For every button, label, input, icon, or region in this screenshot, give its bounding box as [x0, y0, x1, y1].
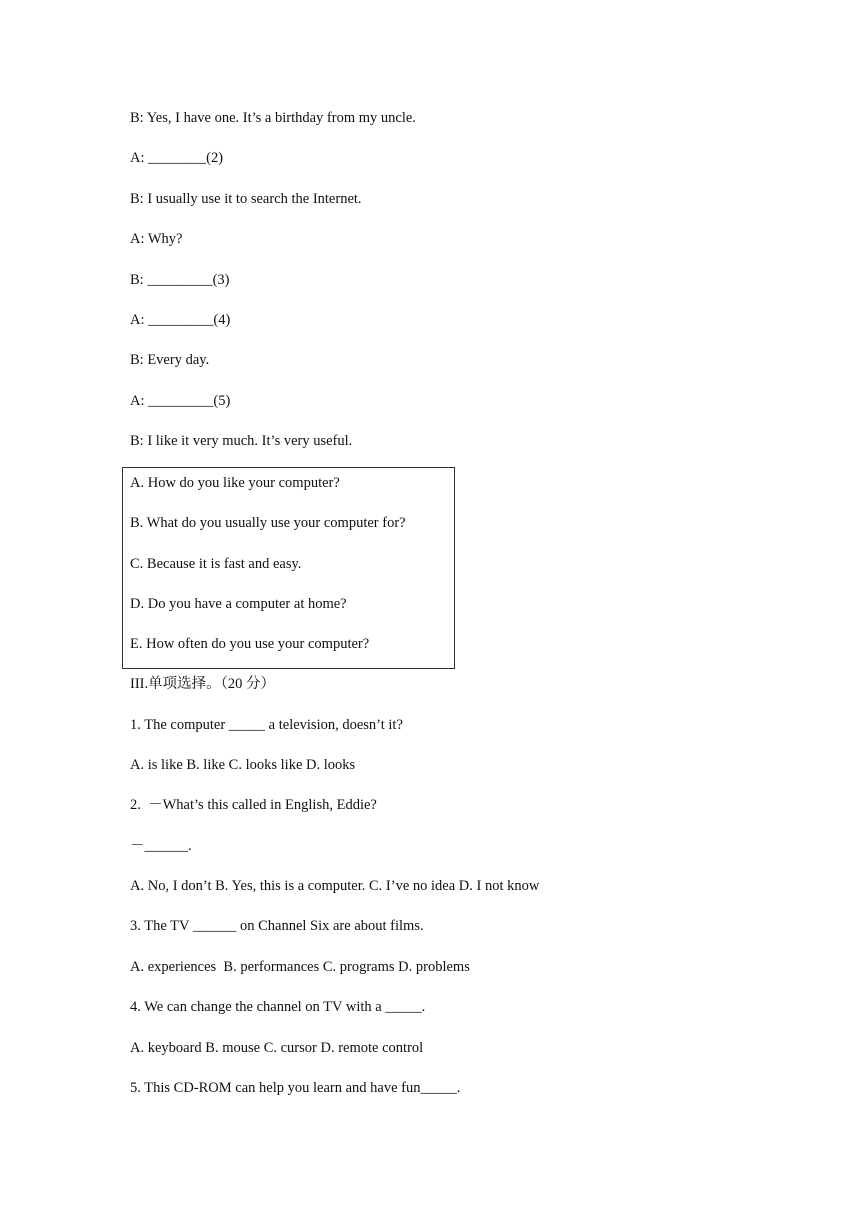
dialogue-line-2: A: ________(2) — [130, 150, 224, 166]
dialogue-line-7: B: Every day. — [130, 352, 210, 368]
dialogue-line-4: A: Why? — [130, 231, 183, 247]
question-2-response: －______. — [130, 838, 192, 854]
dialogue-line-6: A: _________(4) — [130, 312, 231, 328]
question-1-choices: A. is like B. like C. looks like D. looks — [130, 757, 356, 773]
question-3-choices: A. experiences B. performances C. programs D. problems — [130, 959, 470, 975]
section-heading: III.单项选择。（20 分） — [130, 676, 275, 692]
dialogue-line-1: B: Yes, I have one. It’s a birthday from my uncle. — [130, 110, 416, 126]
question-4-choices: A. keyboard B. mouse C. cursor D. remote control — [130, 1040, 424, 1056]
option-e: E. How often do you use your computer? — [130, 636, 370, 652]
question-3: 3. The TV ______ on Channel Six are about films. — [130, 918, 424, 934]
option-b: B. What do you usually use your computer for? — [130, 515, 406, 531]
dialogue-line-5: B: _________(3) — [130, 272, 230, 288]
dialogue-line-3: B: I usually use it to search the Internet. — [130, 191, 362, 207]
dialogue-line-8: A: _________(5) — [130, 393, 231, 409]
option-c: C. Because it is fast and easy. — [130, 556, 302, 572]
option-a: A. How do you like your computer? — [130, 475, 340, 491]
dialogue-line-9: B: I like it very much. It’s very useful. — [130, 433, 353, 449]
question-2: 2. －What’s this called in English, Eddie? — [130, 797, 377, 813]
question-5: 5. This CD-ROM can help you learn and have fun_____. — [130, 1080, 461, 1096]
question-1: 1. The computer _____ a television, doesn’t it? — [130, 717, 403, 733]
question-2-choices: A. No, I don’t B. Yes, this is a computer. C. I’ve no idea D. I not know — [130, 878, 540, 894]
answer-options-box — [122, 467, 455, 669]
option-d: D. Do you have a computer at home? — [130, 596, 347, 612]
question-4: 4. We can change the channel on TV with a _____. — [130, 999, 426, 1015]
